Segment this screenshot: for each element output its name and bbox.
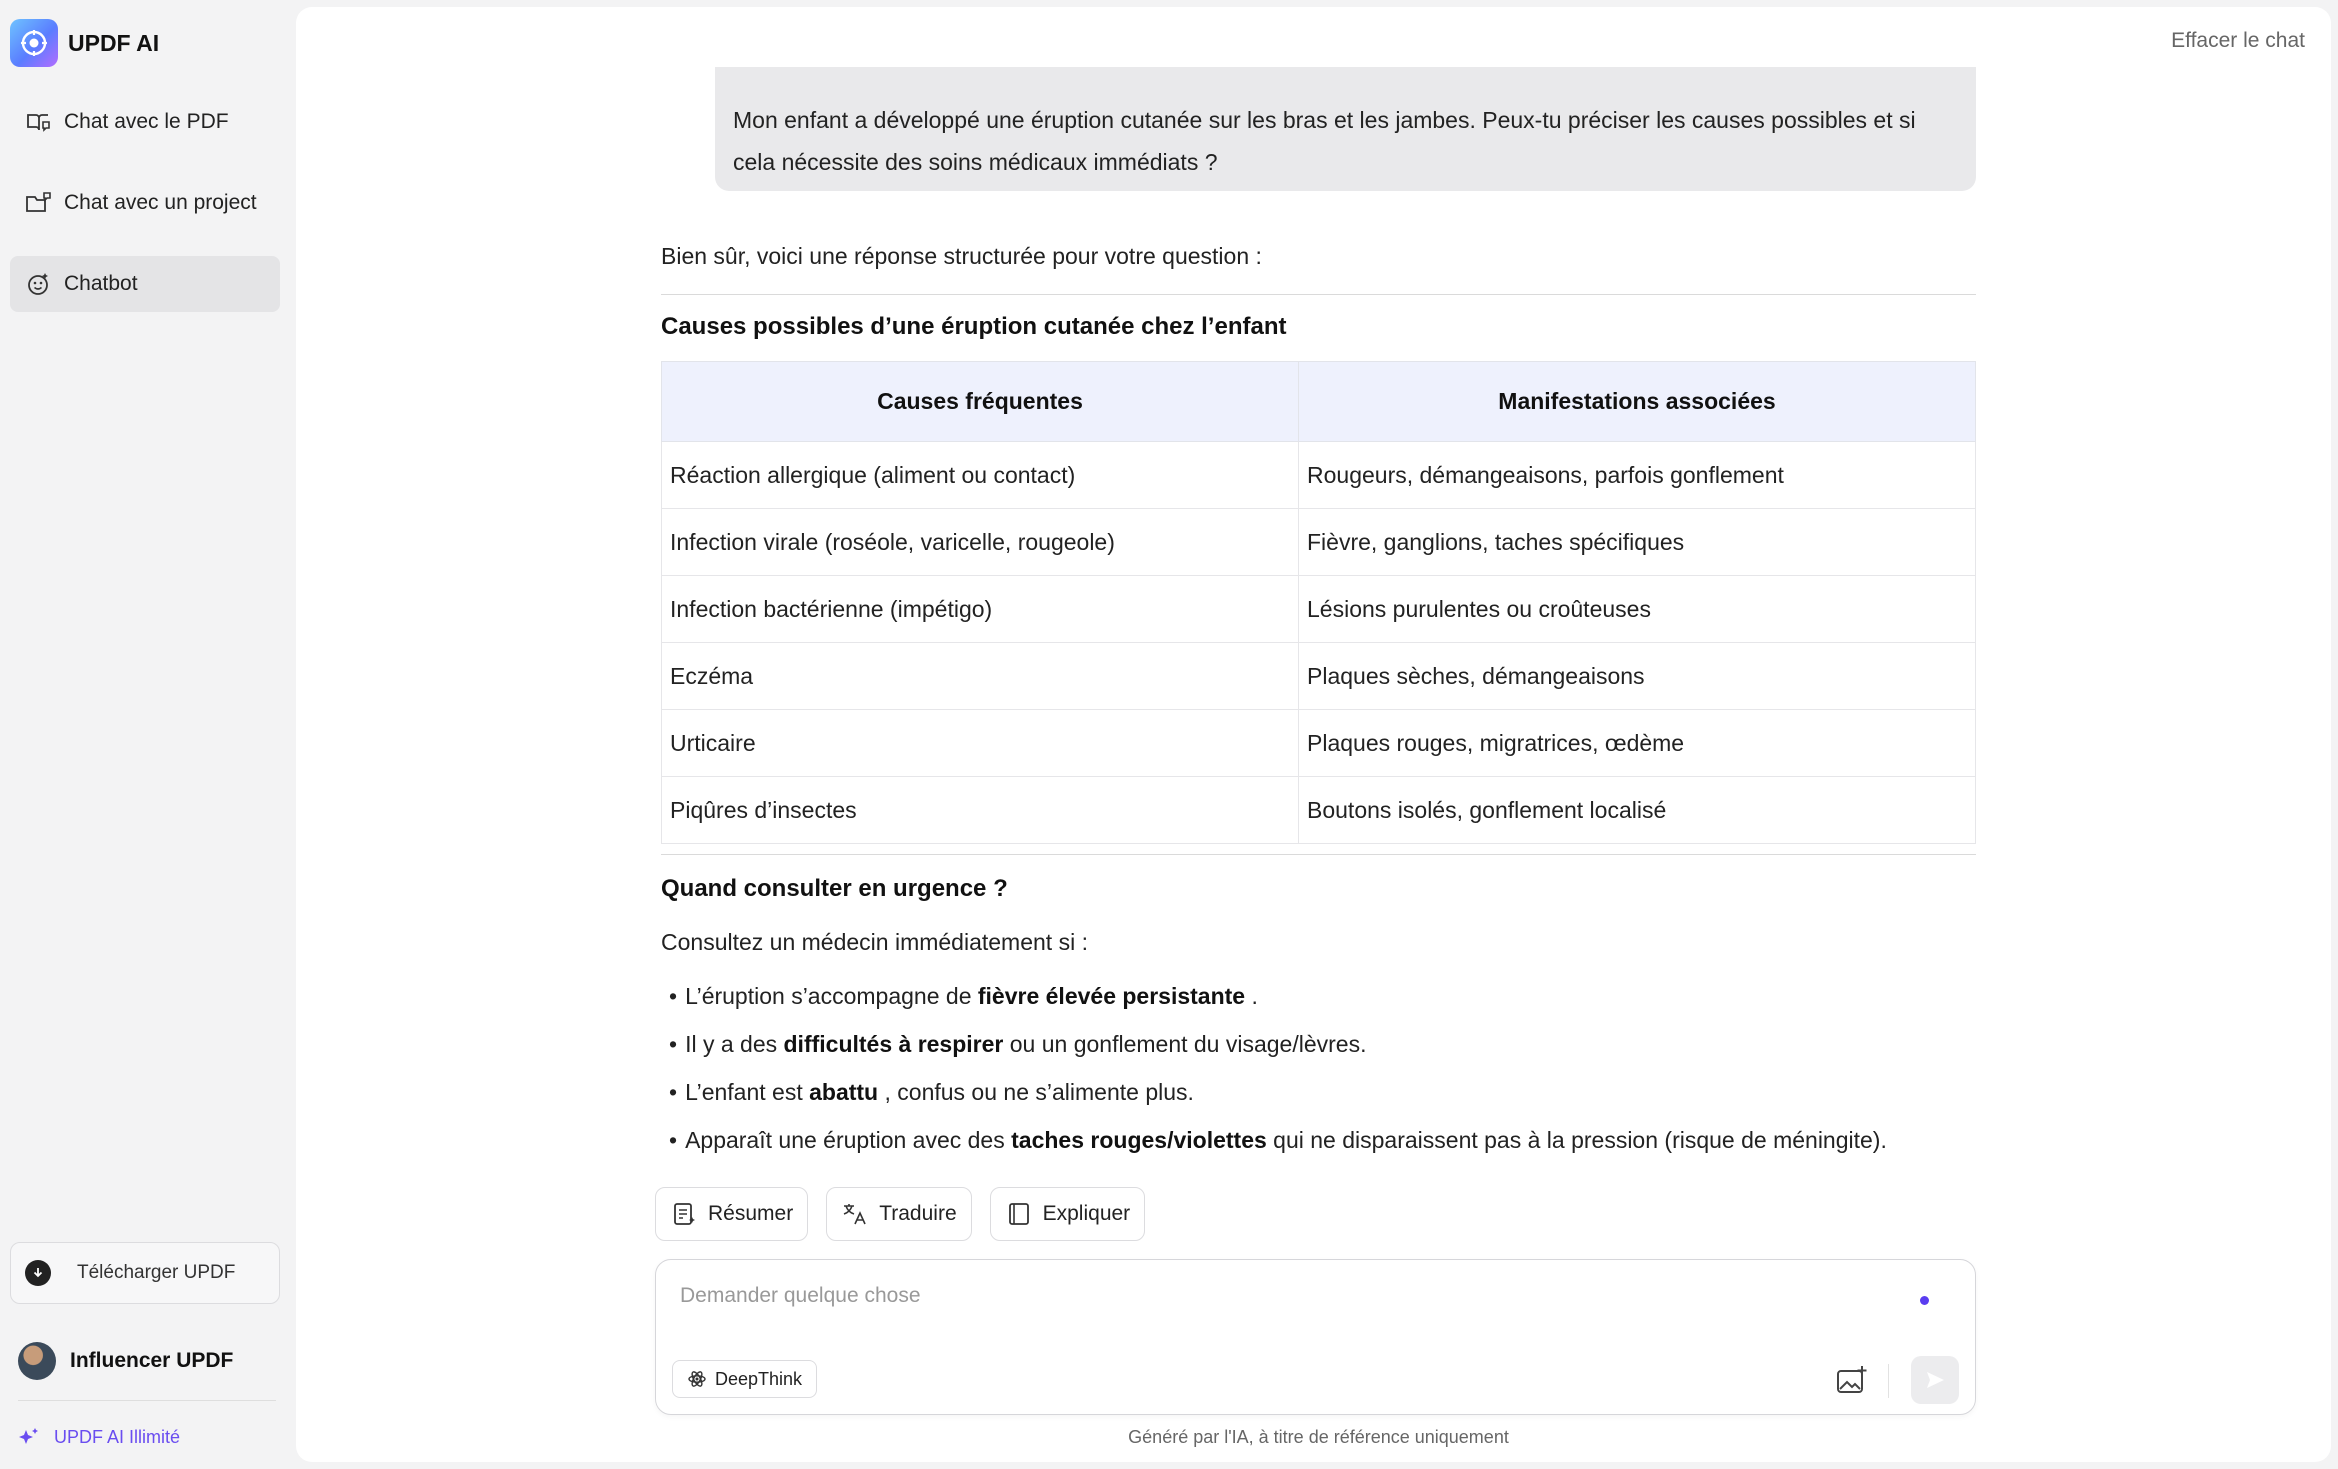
divider [661,294,1976,295]
plan-label: UPDF AI Illimité [54,1426,181,1447]
bullet-bold: difficultés à respirer [783,1031,1004,1057]
urgent-heading: Quand consulter en urgence ? [661,875,1008,902]
summarize-label: Résumer [708,1202,794,1225]
book-icon [1005,1200,1033,1228]
table-cell: Boutons isolés, gonflement localisé [1299,777,1976,844]
answer-intro: Bien sûr, voici une réponse structurée pour votre question : [661,243,1262,269]
consult-intro: Consultez un médecin immédiatement si : [661,929,1088,955]
translate-icon [841,1200,869,1228]
quick-actions [655,1187,1163,1241]
explain-label: Expliquer [1042,1202,1131,1225]
sidebar-item-chat-project[interactable] [10,175,280,231]
bullet-text: qui ne disparaissent pas à la pression (risque de méningite). [1266,1127,1887,1153]
table-cell: Urticaire [662,710,1299,777]
table-cell: Piqûres d’insectes [662,777,1299,844]
chat-panel [296,7,2331,1462]
send-button[interactable] [1911,1356,1959,1404]
bullet-text: L’enfant est [685,1079,810,1105]
table-row [662,576,1976,643]
divider [18,1400,276,1401]
app-name: UPDF AI [68,29,160,56]
table-cell: Plaques sèches, démangeaisons [1299,643,1976,710]
table-cell: Infection bactérienne (impétigo) [662,576,1299,643]
sidebar-item-label: Chat avec le PDF [64,110,229,133]
table-header-row [662,362,1976,442]
brand[interactable] [10,18,159,68]
deepthink-label: DeepThink [715,1368,803,1389]
table-cell: Fièvre, ganglions, taches spécifiques [1299,509,1976,576]
summarize-button[interactable] [655,1187,808,1241]
bullet-text: L’éruption s’accompagne de [685,983,978,1009]
translate-button[interactable] [826,1187,971,1241]
bullet-text: . [1245,983,1258,1009]
plan-link[interactable] [18,1426,180,1448]
image-upload-icon[interactable] [1835,1364,1869,1398]
ai-disclaimer: Généré par l'IA, à titre de référence uniquement [1128,1427,1509,1447]
causes-table [661,361,1976,844]
table-row [662,777,1976,844]
sparkle-icon [18,1426,40,1448]
message-input[interactable]: Demander quelque chose [680,1284,921,1307]
list-item [669,1127,1887,1154]
table-cell: Eczéma [662,643,1299,710]
table-row [662,643,1976,710]
composer [655,1259,1976,1415]
table-row [662,710,1976,777]
sidebar [0,0,294,1469]
deepthink-toggle[interactable] [672,1360,817,1398]
sidebar-item-chatbot[interactable] [10,256,280,312]
sidebar-item-chat-pdf[interactable] [10,94,280,150]
list-item [669,983,1258,1010]
bullet-bold: taches rouges/violettes [1011,1127,1267,1153]
sidebar-item-label: Chat avec un project [64,191,257,214]
download-icon [25,1260,51,1286]
table-cell: Plaques rouges, migratrices, œdème [1299,710,1976,777]
explain-button[interactable] [990,1187,1146,1241]
user-profile[interactable] [18,1342,233,1380]
clear-chat-button[interactable]: Effacer le chat [2171,29,2305,52]
folder-chat-icon [24,189,52,217]
avatar [18,1342,56,1380]
bullet-text: ou un gonflement du visage/lèvres. [1003,1031,1367,1057]
list-item [669,1079,1194,1106]
chatbot-icon [24,270,52,298]
book-chat-icon [24,108,52,136]
bullet-bold: fièvre élevée persistante [977,983,1246,1009]
send-icon [1924,1369,1946,1391]
table-cell: Réaction allergique (aliment ou contact) [662,442,1299,509]
list-item [669,1031,1366,1058]
download-updf-button[interactable] [10,1242,280,1304]
sidebar-item-label: Chatbot [64,272,138,295]
updf-logo-icon [10,19,58,67]
bullet-bold: abattu [809,1079,879,1105]
table-row [662,442,1976,509]
table-cell: Rougeurs, démangeaisons, parfois gonflement [1299,442,1976,509]
download-label: Télécharger UPDF [77,1262,236,1283]
bullet-text: Apparaît une éruption avec des [685,1127,1012,1153]
divider [1888,1364,1889,1398]
divider [661,854,1976,855]
table-cell: Lésions purulentes ou croûteuses [1299,576,1976,643]
user-name: Influencer UPDF [70,1349,234,1372]
table-row [662,509,1976,576]
table-cell: Infection virale (roséole, varicelle, rougeole) [662,509,1299,576]
bullet-text: Il y a des [685,1031,784,1057]
status-dot [1920,1296,1929,1305]
table-header-cell: Manifestations associées [1299,362,1976,442]
causes-heading: Causes possibles d’une éruption cutanée chez l’enfant [661,313,1287,340]
table-header-cell: Causes fréquentes [662,362,1299,442]
atom-icon [687,1369,707,1389]
bullet-text: , confus ou ne s’alimente plus. [878,1079,1194,1105]
summarize-icon [670,1200,698,1228]
user-message: Mon enfant a développé une éruption cutanée sur les bras et les jambes. Peux-tu préciser les causes possibles et si cela nécessite des soins médicaux immédiats ? [715,67,1976,191]
translate-label: Traduire [879,1202,957,1225]
